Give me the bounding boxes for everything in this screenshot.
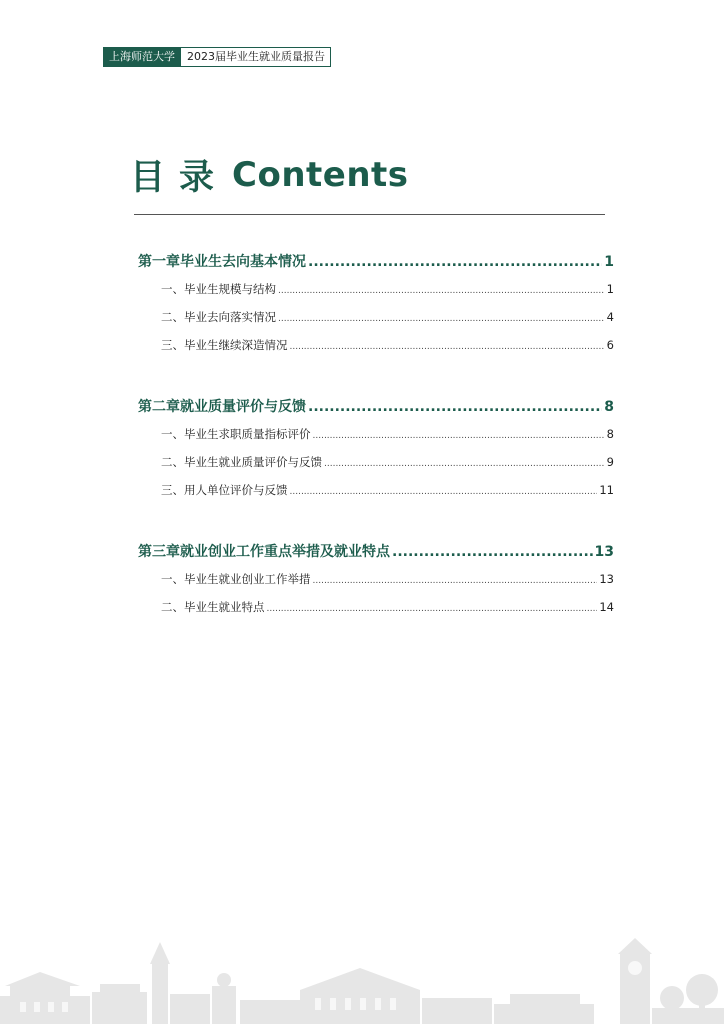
school-name: 上海师范大学 <box>104 48 181 66</box>
chapter-title: 毕业生去向基本情况 <box>180 254 306 270</box>
dot-leader <box>267 595 598 623</box>
chapter-number: 第三章 <box>138 544 180 560</box>
section-page-number: 13 <box>599 572 614 586</box>
dot-leader <box>278 305 605 333</box>
section-title: 一、毕业生规模与结构 <box>161 282 276 296</box>
section-page-number: 8 <box>606 427 614 441</box>
dot-leader <box>308 250 602 275</box>
title-divider <box>134 214 605 215</box>
toc-chapter-3 <box>138 540 614 621</box>
dot-leader <box>290 333 605 361</box>
dot-leader <box>313 422 605 450</box>
dot-leader <box>290 478 598 506</box>
toc-chapter-2 <box>138 395 614 504</box>
chapter-number: 第一章 <box>138 254 180 270</box>
toc-section-entry[interactable] <box>138 420 614 448</box>
section-title: 一、毕业生求职质量指标评价 <box>161 427 311 441</box>
dot-leader <box>278 277 605 305</box>
toc-section-entry[interactable] <box>138 331 614 359</box>
section-page-number: 6 <box>606 338 614 352</box>
section-title: 二、毕业生就业质量评价与反馈 <box>161 455 322 469</box>
section-title: 二、毕业去向落实情况 <box>161 310 276 324</box>
toc-chapter-1 <box>138 250 614 359</box>
section-page-number: 11 <box>599 483 614 497</box>
chapter-title: 就业创业工作重点举措及就业特点 <box>180 544 390 560</box>
table-of-contents <box>138 250 614 657</box>
dot-leader <box>324 450 605 478</box>
section-page-number: 4 <box>606 310 614 324</box>
toc-chapter-entry[interactable] <box>138 395 614 420</box>
chapter-page-number: 1 <box>604 254 614 270</box>
section-title: 二、毕业生就业特点 <box>161 600 265 614</box>
toc-chapter-entry[interactable] <box>138 250 614 275</box>
dot-leader <box>392 540 593 565</box>
report-name: 2023届毕业生就业质量报告 <box>181 48 330 66</box>
toc-section-entry[interactable] <box>138 593 614 621</box>
report-header-badge <box>103 47 331 67</box>
toc-section-entry[interactable] <box>138 448 614 476</box>
dot-leader <box>313 567 598 595</box>
section-title: 三、用人单位评价与反馈 <box>161 483 288 497</box>
chapter-page-number: 8 <box>604 399 614 415</box>
section-title: 三、毕业生继续深造情况 <box>161 338 288 352</box>
title-en: Contents <box>232 155 409 195</box>
toc-section-entry[interactable] <box>138 303 614 331</box>
chapter-number: 第二章 <box>138 399 180 415</box>
toc-chapter-entry[interactable] <box>138 540 614 565</box>
section-page-number: 14 <box>599 600 614 614</box>
page-title <box>130 152 409 198</box>
chapter-title: 就业质量评价与反馈 <box>180 399 306 415</box>
section-page-number: 1 <box>606 282 614 296</box>
toc-section-entry[interactable] <box>138 565 614 593</box>
toc-section-entry[interactable] <box>138 275 614 303</box>
title-zh: 目录 <box>130 158 229 198</box>
campus-skyline-illustration <box>0 934 724 1024</box>
dot-leader <box>308 395 602 420</box>
section-page-number: 9 <box>606 455 614 469</box>
section-title: 一、毕业生就业创业工作举措 <box>161 572 311 586</box>
chapter-page-number: 13 <box>594 544 614 560</box>
toc-section-entry[interactable] <box>138 476 614 504</box>
